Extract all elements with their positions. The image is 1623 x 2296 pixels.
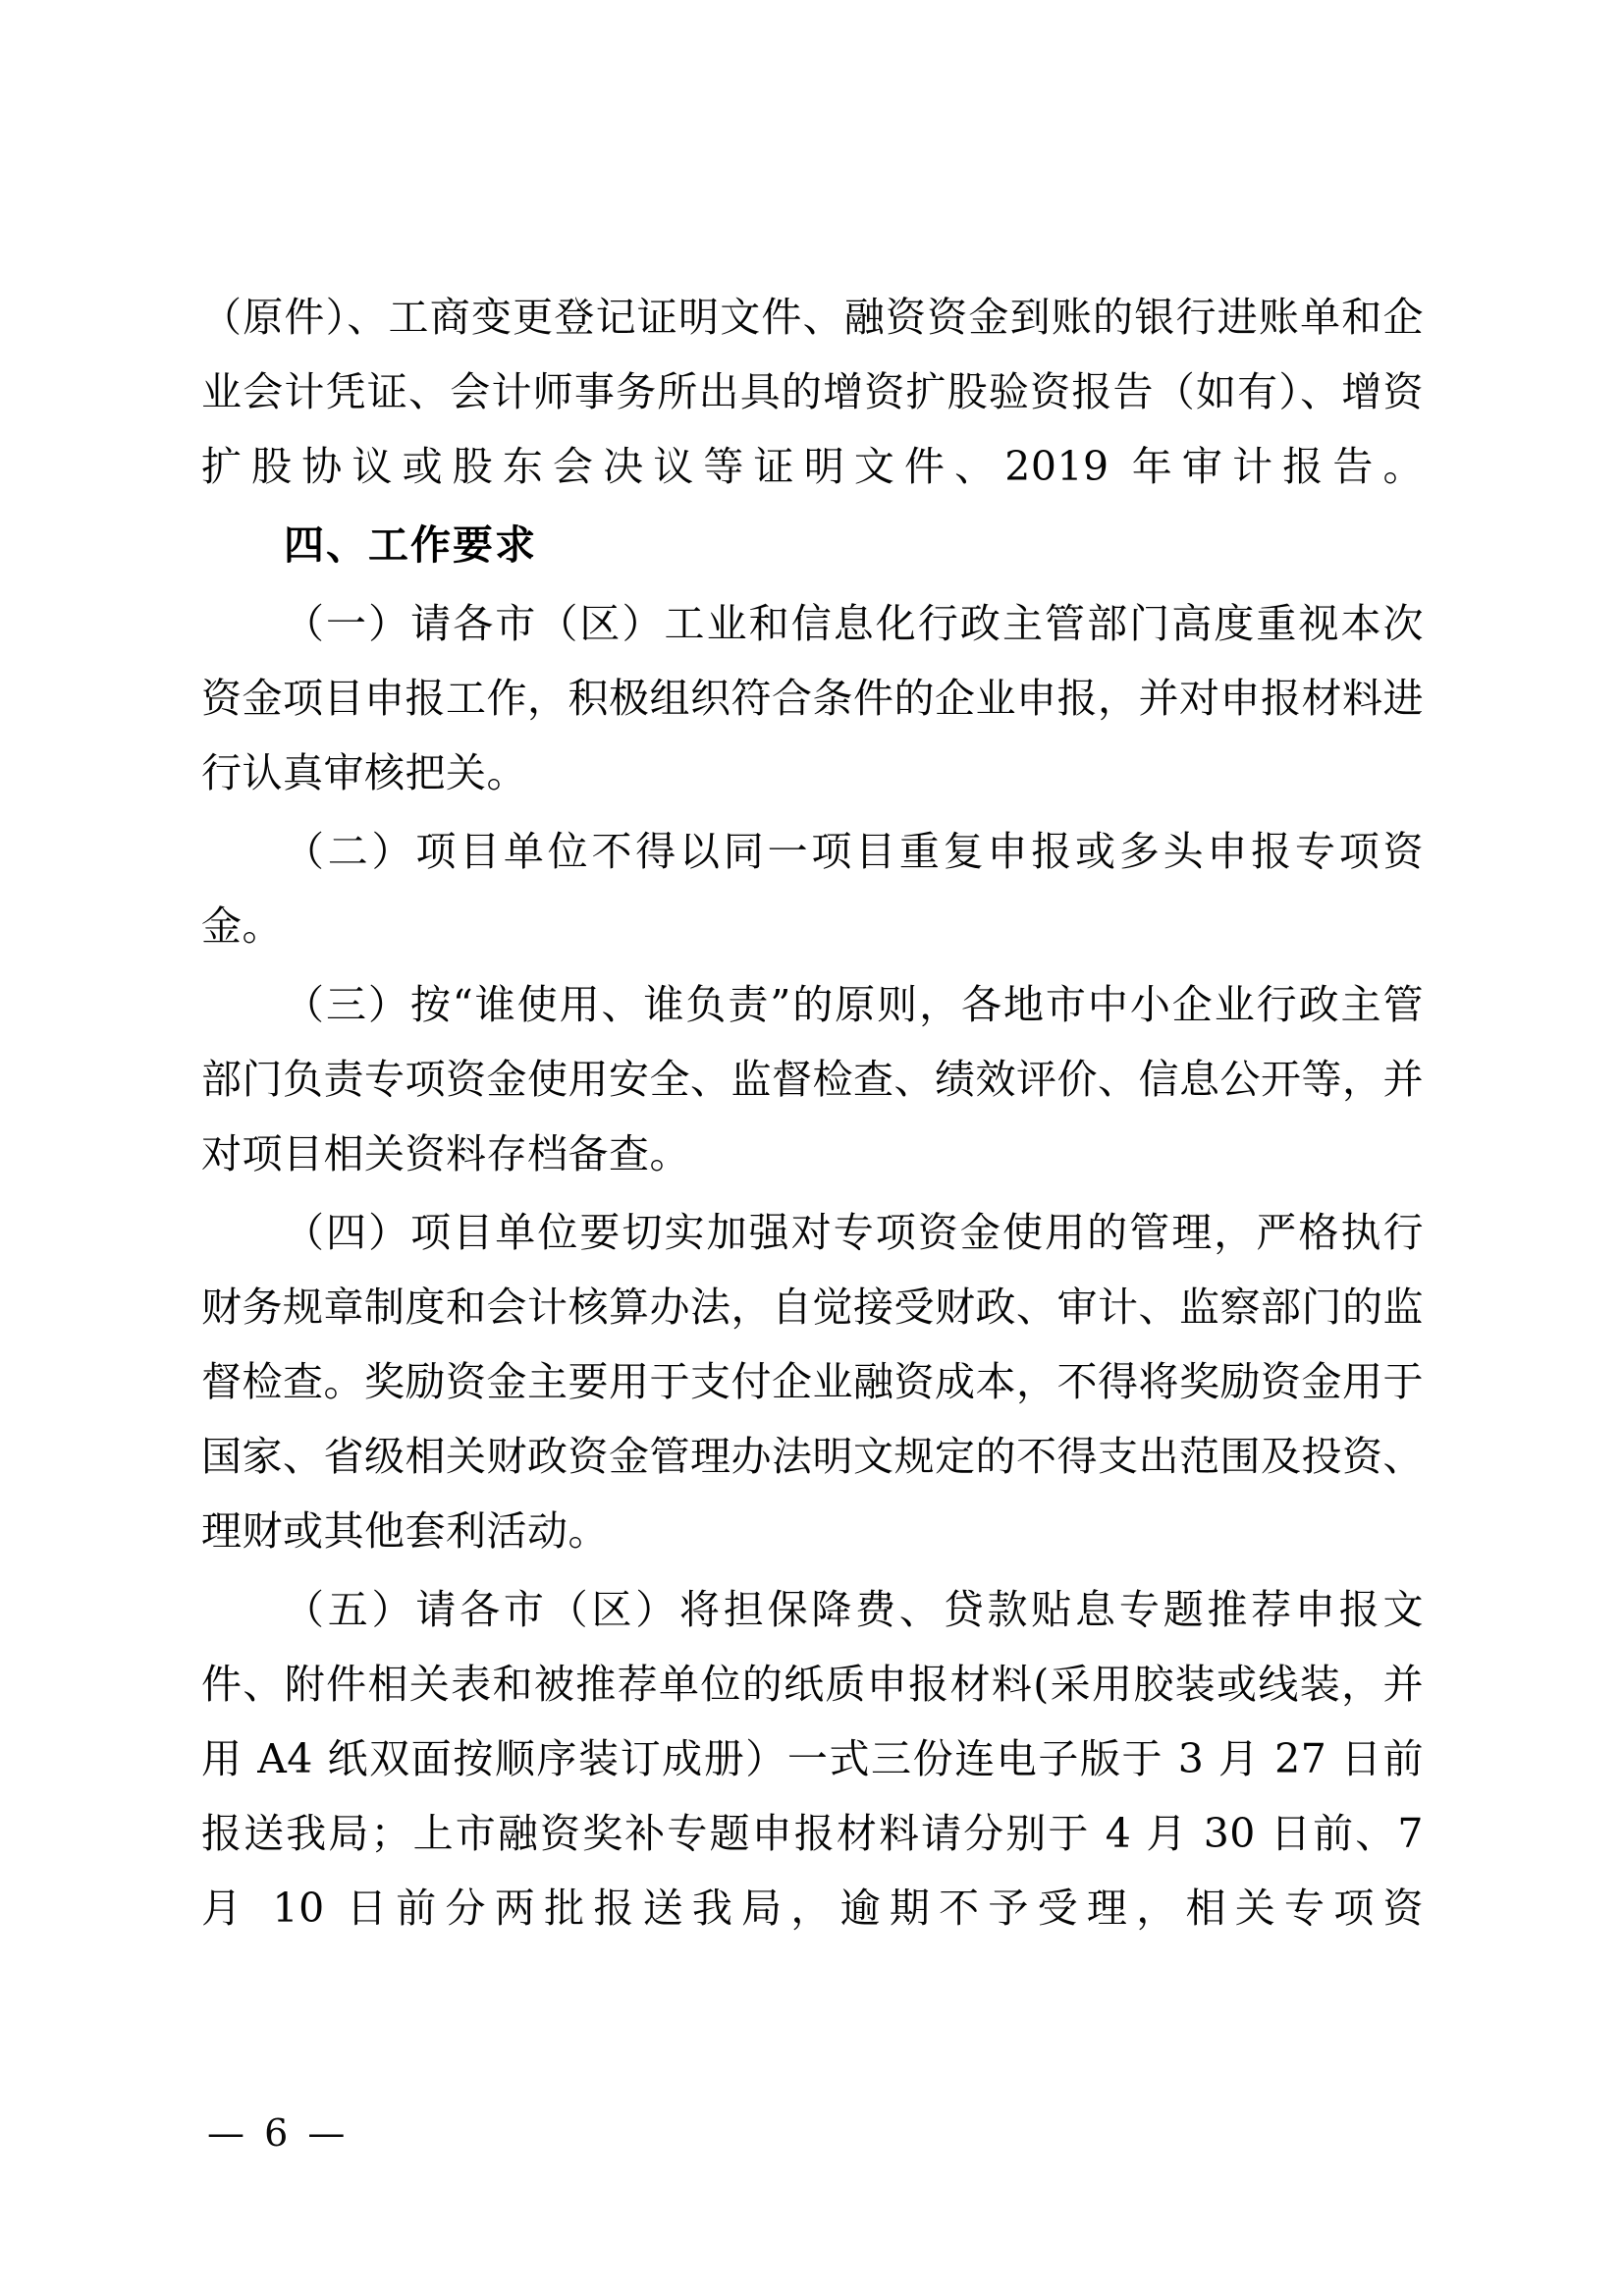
- page-number: — 6 —: [207, 2111, 350, 2155]
- paragraph-item-five: （五）请各市（区）将担保降费、贷款贴息专题推荐申报文件、附件相关表和被推荐单位的纸质申报材料(采用胶装或线装，并用 A4 纸双面按顺序装订成册）一式三份连电子版于 3 月 27 日前报送我局；上市融资奖补专题申报材料请分别于 4 月 30 日前、7 月 10 日前分两批报送我局，逾期不予受理，相关专项资: [201, 1586, 1424, 1932]
- document-body: [201, 280, 1424, 1949]
- paragraph-item-four: （四）项目单位要切实加强对专项资金使用的管理，严格执行财务规章制度和会计核算办法，自觉接受财政、审计、监察部门的监督检查。奖励资金主要用于支付企业融资成本，不得将奖励资金用于国家、省级相关财政资金管理办法明文规定的不得支出范围及投资、理财或其他套利活动。: [201, 1209, 1424, 1555]
- paragraph-item-one: （一）请各市（区）工业和信息化行政主管部门高度重视本次资金项目申报工作，积极组织符合条件的企业申报，并对申报材料进行认真审核把关。: [201, 600, 1424, 796]
- paragraph-item-three: （三）按“谁使用、谁负责”的原则，各地市中小企业行政主管部门负责专项资金使用安全、监督检查、绩效评价、信息公开等，并对项目相关资料存档备查。: [201, 981, 1424, 1177]
- paragraph-item-two: （二）项目单位不得以同一项目重复申报或多头申报专项资金。: [201, 828, 1424, 950]
- section-heading-work-requirements: 四、工作要求: [284, 521, 537, 569]
- paragraph-continued-materials: （原件）、工商变更登记证明文件、融资资金到账的银行进账单和企业会计凭证、会计师事务所出具的增资扩股验资报告（如有）、增资扩股协议或股东会决议等证明文件、2019 年审计报告。: [201, 294, 1424, 490]
